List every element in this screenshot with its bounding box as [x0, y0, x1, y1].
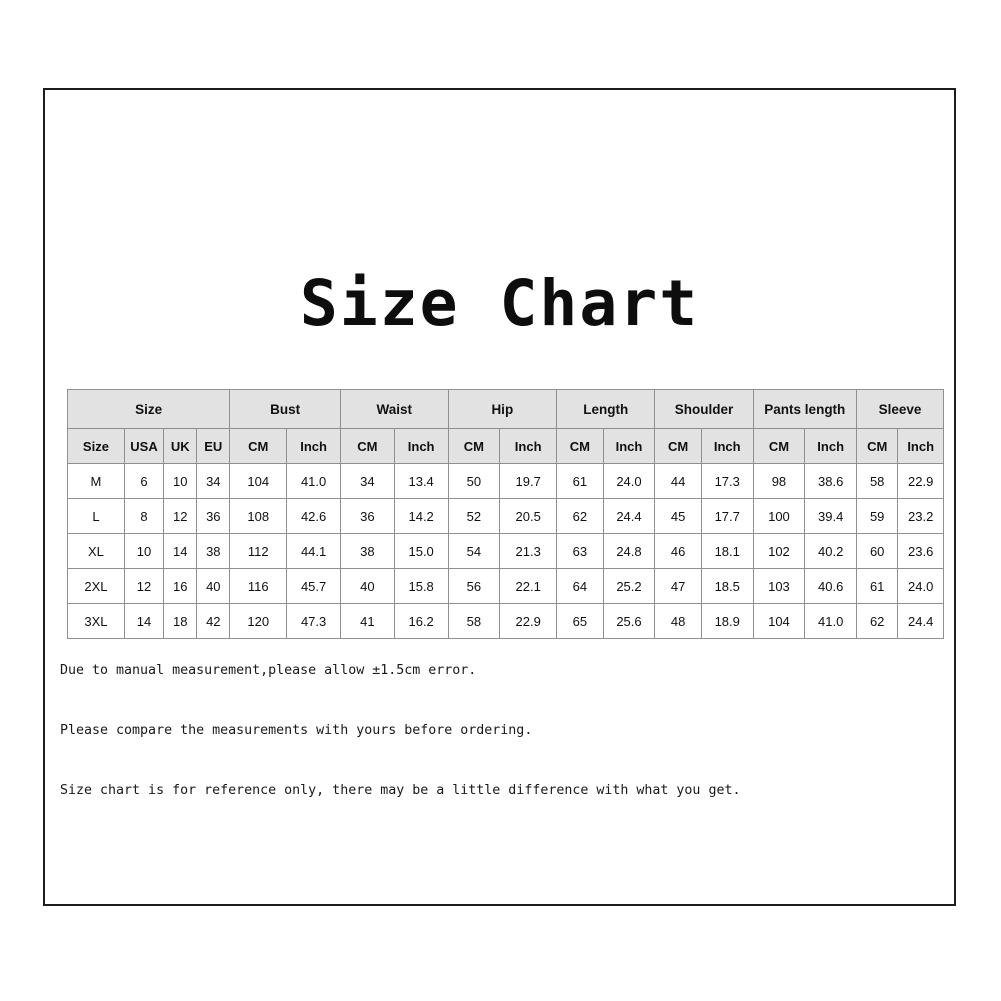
table-row	[68, 499, 944, 534]
cell-shoulder-inch: 18.5	[701, 569, 753, 604]
cell-usa: 10	[124, 534, 163, 569]
cell-shoulder-inch: 18.1	[701, 534, 753, 569]
cell-sleeve-inch: 23.6	[898, 534, 944, 569]
cell-length-cm: 64	[557, 569, 604, 604]
cell-length-cm: 63	[557, 534, 604, 569]
table-body	[68, 464, 944, 639]
group-header-pants-length: Pants length	[753, 390, 856, 429]
table-row	[68, 534, 944, 569]
note-line-1: Due to manual measurement,please allow ±1.5cm error.	[60, 663, 477, 678]
cell-length-cm: 65	[557, 604, 604, 639]
cell-pants-length-cm: 104	[753, 604, 805, 639]
cell-pants-length-inch: 40.2	[805, 534, 857, 569]
group-header-hip: Hip	[448, 390, 557, 429]
table-row	[68, 464, 944, 499]
cell-waist-inch: 15.8	[394, 569, 448, 604]
cell-usa: 14	[124, 604, 163, 639]
cell-hip-cm: 54	[448, 534, 500, 569]
table-header	[68, 390, 944, 464]
cell-uk: 18	[164, 604, 197, 639]
unit-header-usa: USA	[124, 429, 163, 464]
cell-bust-cm: 108	[230, 499, 287, 534]
cell-waist-cm: 41	[340, 604, 394, 639]
cell-hip-inch: 22.9	[500, 604, 557, 639]
cell-hip-inch: 19.7	[500, 464, 557, 499]
cell-pants-length-inch: 41.0	[805, 604, 857, 639]
page-title: Size Chart	[299, 267, 700, 340]
cell-bust-inch: 42.6	[287, 499, 341, 534]
cell-waist-inch: 16.2	[394, 604, 448, 639]
cell-waist-cm: 38	[340, 534, 394, 569]
cell-sleeve-inch: 23.2	[898, 499, 944, 534]
cell-hip-inch: 20.5	[500, 499, 557, 534]
unit-header-shoulder-cm: CM	[655, 429, 702, 464]
cell-size: M	[68, 464, 125, 499]
unit-header-bust-cm: CM	[230, 429, 287, 464]
cell-hip-cm: 56	[448, 569, 500, 604]
cell-uk: 16	[164, 569, 197, 604]
cell-waist-inch: 15.0	[394, 534, 448, 569]
cell-shoulder-inch: 17.7	[701, 499, 753, 534]
cell-bust-cm: 104	[230, 464, 287, 499]
cell-bust-inch: 45.7	[287, 569, 341, 604]
cell-bust-cm: 112	[230, 534, 287, 569]
cell-size: XL	[68, 534, 125, 569]
cell-usa: 8	[124, 499, 163, 534]
cell-size: L	[68, 499, 125, 534]
cell-length-inch: 24.0	[603, 464, 655, 499]
cell-bust-inch: 44.1	[287, 534, 341, 569]
size-chart-table	[67, 389, 944, 639]
cell-waist-cm: 36	[340, 499, 394, 534]
cell-sleeve-cm: 60	[857, 534, 898, 569]
cell-hip-cm: 58	[448, 604, 500, 639]
cell-pants-length-cm: 100	[753, 499, 805, 534]
cell-shoulder-cm: 47	[655, 569, 702, 604]
cell-length-cm: 61	[557, 464, 604, 499]
cell-length-inch: 25.2	[603, 569, 655, 604]
cell-waist-cm: 40	[340, 569, 394, 604]
cell-waist-inch: 13.4	[394, 464, 448, 499]
unit-header-hip-inch: Inch	[500, 429, 557, 464]
measurement-notes	[60, 621, 920, 841]
cell-pants-length-inch: 38.6	[805, 464, 857, 499]
table-row	[68, 569, 944, 604]
size-chart-card	[43, 88, 956, 906]
unit-header-hip-cm: CM	[448, 429, 500, 464]
cell-pants-length-cm: 102	[753, 534, 805, 569]
size-chart-table-container	[67, 389, 944, 639]
cell-waist-cm: 34	[340, 464, 394, 499]
cell-hip-cm: 50	[448, 464, 500, 499]
cell-sleeve-cm: 62	[857, 604, 898, 639]
table-group-header-row	[68, 390, 944, 429]
unit-header-sleeve-cm: CM	[857, 429, 898, 464]
cell-waist-inch: 14.2	[394, 499, 448, 534]
cell-bust-inch: 47.3	[287, 604, 341, 639]
cell-sleeve-inch: 24.4	[898, 604, 944, 639]
cell-eu: 40	[197, 569, 230, 604]
cell-bust-cm: 116	[230, 569, 287, 604]
cell-bust-inch: 41.0	[287, 464, 341, 499]
cell-uk: 10	[164, 464, 197, 499]
cell-length-inch: 25.6	[603, 604, 655, 639]
cell-bust-cm: 120	[230, 604, 287, 639]
cell-size: 3XL	[68, 604, 125, 639]
cell-eu: 34	[197, 464, 230, 499]
cell-usa: 6	[124, 464, 163, 499]
unit-header-waist-inch: Inch	[394, 429, 448, 464]
unit-header-waist-cm: CM	[340, 429, 394, 464]
group-header-length: Length	[557, 390, 655, 429]
unit-header-length-cm: CM	[557, 429, 604, 464]
group-header-sleeve: Sleeve	[857, 390, 944, 429]
group-header-bust: Bust	[230, 390, 341, 429]
cell-sleeve-inch: 22.9	[898, 464, 944, 499]
cell-hip-inch: 21.3	[500, 534, 557, 569]
unit-header-bust-inch: Inch	[287, 429, 341, 464]
group-header-waist: Waist	[340, 390, 448, 429]
group-header-size: Size	[68, 390, 230, 429]
cell-length-inch: 24.8	[603, 534, 655, 569]
cell-usa: 12	[124, 569, 163, 604]
cell-pants-length-inch: 39.4	[805, 499, 857, 534]
cell-shoulder-cm: 44	[655, 464, 702, 499]
cell-shoulder-inch: 18.9	[701, 604, 753, 639]
unit-header-sleeve-inch: Inch	[898, 429, 944, 464]
cell-sleeve-inch: 24.0	[898, 569, 944, 604]
cell-eu: 38	[197, 534, 230, 569]
cell-sleeve-cm: 59	[857, 499, 898, 534]
cell-uk: 12	[164, 499, 197, 534]
unit-header-pants-length-cm: CM	[753, 429, 805, 464]
cell-eu: 42	[197, 604, 230, 639]
cell-length-cm: 62	[557, 499, 604, 534]
unit-header-size: Size	[68, 429, 125, 464]
table-unit-header-row	[68, 429, 944, 464]
cell-pants-length-inch: 40.6	[805, 569, 857, 604]
cell-length-inch: 24.4	[603, 499, 655, 534]
cell-pants-length-cm: 103	[753, 569, 805, 604]
note-line-3: Size chart is for reference only, there may be a little difference with what you get.	[60, 783, 741, 798]
unit-header-length-inch: Inch	[603, 429, 655, 464]
cell-shoulder-inch: 17.3	[701, 464, 753, 499]
cell-pants-length-cm: 98	[753, 464, 805, 499]
unit-header-pants-length-inch: Inch	[805, 429, 857, 464]
cell-hip-cm: 52	[448, 499, 500, 534]
cell-shoulder-cm: 46	[655, 534, 702, 569]
cell-size: 2XL	[68, 569, 125, 604]
note-line-2: Please compare the measurements with yours before ordering.	[60, 723, 533, 738]
unit-header-uk: UK	[164, 429, 197, 464]
cell-hip-inch: 22.1	[500, 569, 557, 604]
cell-shoulder-cm: 48	[655, 604, 702, 639]
cell-uk: 14	[164, 534, 197, 569]
unit-header-shoulder-inch: Inch	[701, 429, 753, 464]
cell-sleeve-cm: 58	[857, 464, 898, 499]
cell-eu: 36	[197, 499, 230, 534]
group-header-shoulder: Shoulder	[655, 390, 753, 429]
cell-sleeve-cm: 61	[857, 569, 898, 604]
cell-shoulder-cm: 45	[655, 499, 702, 534]
unit-header-eu: EU	[197, 429, 230, 464]
